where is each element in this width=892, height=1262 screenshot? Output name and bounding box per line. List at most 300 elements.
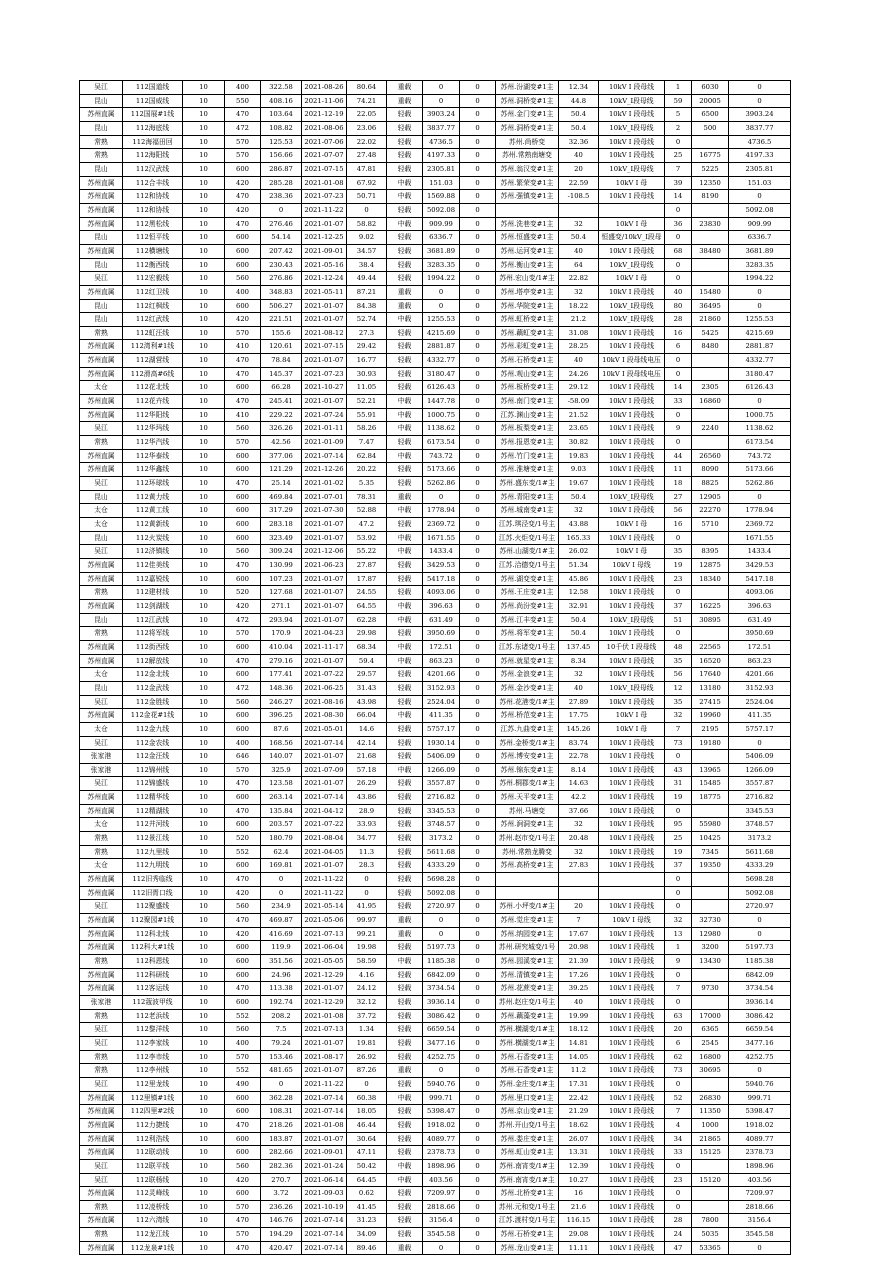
- table-cell: 5092.08: [423, 886, 460, 900]
- table-cell: 2195: [692, 722, 729, 736]
- table-cell: 112科大#1线: [123, 941, 183, 955]
- table-cell: 26.29: [347, 777, 387, 791]
- table-cell: 10kV I 段母线: [599, 941, 665, 955]
- table-row: [80, 504, 791, 518]
- table-cell: 2021-05-06: [302, 914, 347, 928]
- table-cell: 646: [225, 750, 261, 764]
- table-cell: 10: [183, 709, 225, 723]
- table-cell: 153.46: [261, 1050, 302, 1064]
- table-cell: 52: [665, 1091, 692, 1105]
- table-cell: 7: [665, 162, 692, 176]
- table-cell: 28.9: [347, 804, 387, 818]
- table-cell: [496, 203, 559, 217]
- table-cell: 112国展#1线: [123, 108, 183, 122]
- table-row: [80, 162, 791, 176]
- table-cell: 21865: [692, 1132, 729, 1146]
- table-cell: 112华玛线: [123, 422, 183, 436]
- table-cell: 112海福田回: [123, 135, 183, 149]
- table-cell: 中载: [387, 654, 423, 668]
- table-cell: 中载: [387, 531, 423, 545]
- table-cell: 87.21: [347, 285, 387, 299]
- table-cell: 396.63: [423, 599, 460, 613]
- table-cell: 0: [460, 354, 496, 368]
- table-cell: 470: [225, 354, 261, 368]
- table-cell: 112汉武线: [123, 162, 183, 176]
- table-cell: 0: [460, 149, 496, 163]
- table-cell: 570: [225, 149, 261, 163]
- table-cell: 7209.97: [729, 1187, 791, 1201]
- table-cell: 19.98: [347, 941, 387, 955]
- table-cell: 34.57: [347, 244, 387, 258]
- table-cell: 苏州.衡山变#1主: [496, 258, 559, 272]
- table-cell: 0: [460, 1118, 496, 1132]
- table-cell: 78.31: [347, 490, 387, 504]
- table-cell: 苏州直属: [80, 1118, 123, 1132]
- table-cell: 62.28: [347, 613, 387, 627]
- table-row: [80, 1064, 791, 1078]
- table-cell: 194.29: [261, 1228, 302, 1242]
- table-cell: 165.33: [559, 531, 599, 545]
- table-cell: 0: [460, 613, 496, 627]
- table-cell: 4215.69: [729, 326, 791, 340]
- table-row: [80, 313, 791, 327]
- table-cell: 10kV I 母: [599, 176, 665, 190]
- table-cell: 12.58: [559, 586, 599, 600]
- table-cell: 0: [423, 1241, 460, 1255]
- table-cell: 吴江: [80, 695, 123, 709]
- table-row: [80, 750, 791, 764]
- table-cell: 10: [183, 422, 225, 436]
- table-cell: 2305: [692, 381, 729, 395]
- table-cell: 20005: [692, 94, 729, 108]
- table-cell: 112国威线: [123, 94, 183, 108]
- table-cell: 10kV I 段母线: [599, 832, 665, 846]
- table-cell: 16: [665, 518, 692, 532]
- table-cell: 10: [183, 1228, 225, 1242]
- table-cell: 32: [559, 285, 599, 299]
- table-row: [80, 81, 791, 95]
- table-cell: 苏州.南宵变/1#主: [496, 1173, 559, 1187]
- table-cell: [692, 272, 729, 286]
- table-cell: 3837.77: [729, 121, 791, 135]
- table-cell: 279.16: [261, 654, 302, 668]
- table-cell: 10: [183, 1146, 225, 1160]
- table-cell: 2021-01-07: [302, 750, 347, 764]
- table-cell: [496, 873, 559, 887]
- table-cell: 5197.73: [423, 941, 460, 955]
- table-cell: 轻载: [387, 463, 423, 477]
- table-cell: 169.81: [261, 859, 302, 873]
- table-cell: 23: [665, 1173, 692, 1187]
- table-cell: 32: [559, 818, 599, 832]
- table-cell: 95: [665, 818, 692, 832]
- table-cell: 19.81: [347, 1036, 387, 1050]
- table-cell: 0: [665, 1200, 692, 1214]
- table-cell: 2305.81: [423, 162, 460, 176]
- table-cell: 0: [665, 272, 692, 286]
- table-cell: 中载: [387, 504, 423, 518]
- table-cell: 2021-12-25: [302, 231, 347, 245]
- table-cell: 56: [665, 504, 692, 518]
- table-cell: 560: [225, 1023, 261, 1037]
- table-row: [80, 121, 791, 135]
- table-cell: 苏州.塔亭变#1主: [496, 285, 559, 299]
- table-cell: 10: [183, 613, 225, 627]
- table-cell: 恒盛变/10kV_I段母: [599, 231, 665, 245]
- table-cell: 2021-06-14: [302, 1173, 347, 1187]
- table-cell: 103.64: [261, 108, 302, 122]
- table-cell: 10: [183, 1173, 225, 1187]
- table-cell: 172.51: [729, 640, 791, 654]
- table-cell: 苏州.报恩变#1主: [496, 436, 559, 450]
- table-cell: 282.66: [261, 1146, 302, 1160]
- table-cell: 10: [183, 1077, 225, 1091]
- table-cell: 4089.77: [729, 1132, 791, 1146]
- table-cell: 156.66: [261, 149, 302, 163]
- table-row: [80, 367, 791, 381]
- table-cell: 420: [225, 203, 261, 217]
- table-cell: 20.98: [559, 941, 599, 955]
- table-cell: 10: [183, 900, 225, 914]
- table-cell: 396.63: [729, 599, 791, 613]
- table-cell: 苏州.王庄变#1主: [496, 586, 559, 600]
- table-cell: 10kV I 段母线: [599, 477, 665, 491]
- table-cell: 轻载: [387, 859, 423, 873]
- table-cell: 10: [183, 272, 225, 286]
- table-cell: 18.05: [347, 1105, 387, 1119]
- table-cell: 苏州.金门变#1主: [496, 108, 559, 122]
- table-cell: 0: [665, 804, 692, 818]
- table-cell: 600: [225, 1091, 261, 1105]
- table-cell: 2021-12-24: [302, 272, 347, 286]
- table-cell: 1447.78: [423, 395, 460, 409]
- table-row: [80, 982, 791, 996]
- table-cell: 10kV I 母: [599, 217, 665, 231]
- table-cell: 9: [665, 422, 692, 436]
- table-cell: 苏州.研究城变/1号: [496, 941, 559, 955]
- table-cell: 苏州.华院变#1主: [496, 299, 559, 313]
- table-cell: 377.06: [261, 449, 302, 463]
- table-cell: 0: [460, 135, 496, 149]
- table-cell: 552: [225, 845, 261, 859]
- table-cell: 常熟: [80, 845, 123, 859]
- table-cell: 112宏毅线: [123, 272, 183, 286]
- table-cell: 常熟: [80, 149, 123, 163]
- table-cell: 112佳美线: [123, 558, 183, 572]
- table-cell: 55980: [692, 818, 729, 832]
- table-cell: 0: [460, 777, 496, 791]
- table-cell: 112旧秀临线: [123, 873, 183, 887]
- table-cell: 5197.73: [729, 941, 791, 955]
- table-cell: 80.64: [347, 81, 387, 95]
- table-cell: 54.14: [261, 231, 302, 245]
- table-cell: 481.65: [261, 1064, 302, 1078]
- table-cell: 常熟: [80, 1228, 123, 1242]
- table-cell: 昆山: [80, 258, 123, 272]
- table-cell: 40: [665, 285, 692, 299]
- table-cell: 苏州.娄庄变#1主: [496, 1132, 559, 1146]
- table-cell: 42.56: [261, 436, 302, 450]
- table-cell: 10: [183, 722, 225, 736]
- table-cell: 轻载: [387, 1023, 423, 1037]
- table-cell: 47: [665, 1241, 692, 1255]
- table-cell: 中载: [387, 449, 423, 463]
- table-cell: 0: [460, 203, 496, 217]
- table-cell: 112九里线: [123, 845, 183, 859]
- table-cell: 4201.66: [423, 668, 460, 682]
- table-cell: 276.46: [261, 217, 302, 231]
- table-row: [80, 244, 791, 258]
- table-cell: 苏州直属: [80, 941, 123, 955]
- table-cell: 苏州直属: [80, 408, 123, 422]
- table-cell: 常熟: [80, 436, 123, 450]
- table-cell: 0: [729, 490, 791, 504]
- table-cell: 112联杨线: [123, 1173, 183, 1187]
- table-cell: 10kV I 段母线: [599, 572, 665, 586]
- table-cell: 轻载: [387, 1214, 423, 1228]
- table-cell: 5417.18: [423, 572, 460, 586]
- table-cell: 张家港: [80, 750, 123, 764]
- table-cell: 135.84: [261, 804, 302, 818]
- table-cell: 2021-01-09: [302, 436, 347, 450]
- feeder-load-table: [79, 80, 791, 1255]
- table-cell: 10: [183, 627, 225, 641]
- table-cell: 常熟: [80, 326, 123, 340]
- table-cell: 轻载: [387, 244, 423, 258]
- table-cell: 552: [225, 1009, 261, 1023]
- table-cell: 10: [183, 1036, 225, 1050]
- table-cell: 10kV_I段母线: [599, 162, 665, 176]
- table-cell: 112红卫线: [123, 285, 183, 299]
- table-cell: 68.34: [347, 640, 387, 654]
- table-cell: 10425: [692, 832, 729, 846]
- table-cell: 13.31: [559, 1146, 599, 1160]
- table-cell: 10kV I 段母线: [599, 463, 665, 477]
- table-cell: 4201.66: [729, 668, 791, 682]
- table-cell: 2021-11-22: [302, 886, 347, 900]
- table-cell: 10kV_I段母线: [599, 490, 665, 504]
- table-cell: 33.93: [347, 818, 387, 832]
- table-cell: 江苏.火炬变/1号主: [496, 531, 559, 545]
- table-cell: 3200: [692, 941, 729, 955]
- table-cell: 2: [665, 121, 692, 135]
- table-cell: 10: [183, 176, 225, 190]
- table-cell: 10kV I 段母线: [599, 1105, 665, 1119]
- table-cell: 苏州.洗巷变#1主: [496, 217, 559, 231]
- table-cell: 183.87: [261, 1132, 302, 1146]
- table-cell: 0: [729, 190, 791, 204]
- table-cell: [692, 1077, 729, 1091]
- table-cell: 5262.86: [423, 477, 460, 491]
- table-cell: 600: [225, 490, 261, 504]
- table-cell: 10: [183, 750, 225, 764]
- table-cell: 10kV I 母: [599, 518, 665, 532]
- table-cell: 0: [261, 203, 302, 217]
- table-cell: 20.48: [559, 832, 599, 846]
- table-cell: 8.14: [559, 763, 599, 777]
- table-cell: 1778.94: [729, 504, 791, 518]
- table-cell: 10: [183, 395, 225, 409]
- table-cell: 苏州.里口变#1主: [496, 1091, 559, 1105]
- table-cell: 5225: [692, 162, 729, 176]
- table-cell: 112里镇#1线: [123, 1091, 183, 1105]
- table-cell: 0: [665, 135, 692, 149]
- table-cell: 10kV_I段母线: [599, 121, 665, 135]
- table-cell: 3345.53: [729, 804, 791, 818]
- table-cell: 10: [183, 149, 225, 163]
- table-cell: 4: [665, 1118, 692, 1132]
- table-cell: [692, 1159, 729, 1173]
- table-cell: 8395: [692, 545, 729, 559]
- table-cell: 10kV I 段母线: [599, 1132, 665, 1146]
- table-cell: 42.14: [347, 736, 387, 750]
- table-cell: 470: [225, 1214, 261, 1228]
- table-cell: 62.84: [347, 449, 387, 463]
- table-cell: 73: [665, 1064, 692, 1078]
- table-row: [80, 518, 791, 532]
- table-cell: 8090: [692, 463, 729, 477]
- table-cell: 570: [225, 436, 261, 450]
- table-cell: 470: [225, 190, 261, 204]
- table-cell: 2021-07-22: [302, 668, 347, 682]
- table-cell: 10: [183, 326, 225, 340]
- table-cell: 苏州直属: [80, 654, 123, 668]
- table-cell: 22270: [692, 504, 729, 518]
- table-row: [80, 1023, 791, 1037]
- table-cell: 31.43: [347, 681, 387, 695]
- table-cell: 22.05: [347, 108, 387, 122]
- table-cell: 470: [225, 395, 261, 409]
- table-cell: 10: [183, 1105, 225, 1119]
- table-cell: 600: [225, 244, 261, 258]
- table-cell: 32: [665, 709, 692, 723]
- table-row: [80, 1200, 791, 1214]
- table-cell: 3180.47: [729, 367, 791, 381]
- table-row: [80, 818, 791, 832]
- table-cell: 309.24: [261, 545, 302, 559]
- table-cell: 112黄力线: [123, 490, 183, 504]
- table-cell: 重载: [387, 285, 423, 299]
- table-cell: 10: [183, 1132, 225, 1146]
- table-cell: 29.08: [559, 1228, 599, 1242]
- table-row: [80, 1132, 791, 1146]
- table-cell: 吴江: [80, 81, 123, 95]
- table-cell: 5611.68: [423, 845, 460, 859]
- table-cell: 中载: [387, 217, 423, 231]
- table-cell: 0: [261, 873, 302, 887]
- table-cell: 13965: [692, 763, 729, 777]
- table-cell: 2021-11-22: [302, 203, 347, 217]
- table-cell: 18.62: [559, 1118, 599, 1132]
- table-cell: 轻载: [387, 586, 423, 600]
- table-cell: 59: [665, 94, 692, 108]
- table-cell: 348.83: [261, 285, 302, 299]
- table-cell: 238.36: [261, 190, 302, 204]
- table-cell: 0: [460, 381, 496, 395]
- table-cell: 10kV I 段母线: [599, 900, 665, 914]
- table-cell: 112老浜线: [123, 1009, 183, 1023]
- table-cell: 0: [729, 1064, 791, 1078]
- table-cell: 0: [460, 668, 496, 682]
- table-cell: 400: [225, 285, 261, 299]
- table-cell: 40: [559, 681, 599, 695]
- table-cell: 6126.43: [729, 381, 791, 395]
- table-cell: 5262.86: [729, 477, 791, 491]
- table-cell: 15120: [692, 1173, 729, 1187]
- table-cell: 10kV I 母线: [599, 914, 665, 928]
- table-cell: 50.71: [347, 190, 387, 204]
- table-cell: 3086.42: [729, 1009, 791, 1023]
- table-cell: 112李家线: [123, 1036, 183, 1050]
- table-cell: 3748.57: [423, 818, 460, 832]
- table-cell: 0: [460, 176, 496, 190]
- table-cell: 7.47: [347, 436, 387, 450]
- table-cell: 0: [460, 422, 496, 436]
- table-cell: 苏州.观山变#1主: [496, 367, 559, 381]
- table-cell: 1: [665, 81, 692, 95]
- table-cell: 轻载: [387, 941, 423, 955]
- table-cell: 17.26: [559, 968, 599, 982]
- table-cell: 112李州线: [123, 1064, 183, 1078]
- table-cell: 苏州.小坪变/1#主: [496, 900, 559, 914]
- table-cell: 0: [729, 299, 791, 313]
- table-cell: 13430: [692, 955, 729, 969]
- table-cell: 3748.57: [729, 818, 791, 832]
- table-cell: 2021-01-07: [302, 299, 347, 313]
- table-cell: 270.7: [261, 1173, 302, 1187]
- table-cell: 112锦盛线: [123, 777, 183, 791]
- table-cell: 32.12: [347, 995, 387, 1009]
- table-cell: 10kV_I段母线: [599, 613, 665, 627]
- table-cell: 苏州直属: [80, 203, 123, 217]
- table-cell: 28.25: [559, 340, 599, 354]
- table-cell: 0: [460, 545, 496, 559]
- table-cell: 230.43: [261, 258, 302, 272]
- table-cell: 47.81: [347, 162, 387, 176]
- table-cell: 10: [183, 381, 225, 395]
- table-row: [80, 914, 791, 928]
- table-row: [80, 941, 791, 955]
- table-cell: 3086.42: [423, 1009, 460, 1023]
- table-cell: 轻载: [387, 777, 423, 791]
- table-row: [80, 1228, 791, 1242]
- table-cell: 47.2: [347, 518, 387, 532]
- table-cell: 3345.53: [423, 804, 460, 818]
- table-cell: 25.14: [261, 477, 302, 491]
- table-cell: 0: [665, 1159, 692, 1173]
- table-cell: 轻载: [387, 695, 423, 709]
- table-cell: 吴江: [80, 777, 123, 791]
- table-cell: 570: [225, 627, 261, 641]
- table-cell: 408.16: [261, 94, 302, 108]
- table-cell: 4332.77: [423, 354, 460, 368]
- table-cell: 7345: [692, 845, 729, 859]
- table-cell: 0: [460, 1050, 496, 1064]
- table-cell: 2378.73: [423, 1146, 460, 1160]
- table-cell: 苏州.纳园变#1主: [496, 927, 559, 941]
- table-cell: 283.18: [261, 518, 302, 532]
- table-cell: 0: [729, 1241, 791, 1255]
- table-cell: 29.42: [347, 340, 387, 354]
- table-cell: 40: [559, 995, 599, 1009]
- table-cell: 0: [460, 1173, 496, 1187]
- table-row: [80, 763, 791, 777]
- table-cell: 2021-01-07: [302, 654, 347, 668]
- table-cell: 0: [423, 914, 460, 928]
- table-cell: 570: [225, 1228, 261, 1242]
- table-cell: 10kV I 段母线: [599, 1159, 665, 1173]
- table-cell: 苏州直属: [80, 599, 123, 613]
